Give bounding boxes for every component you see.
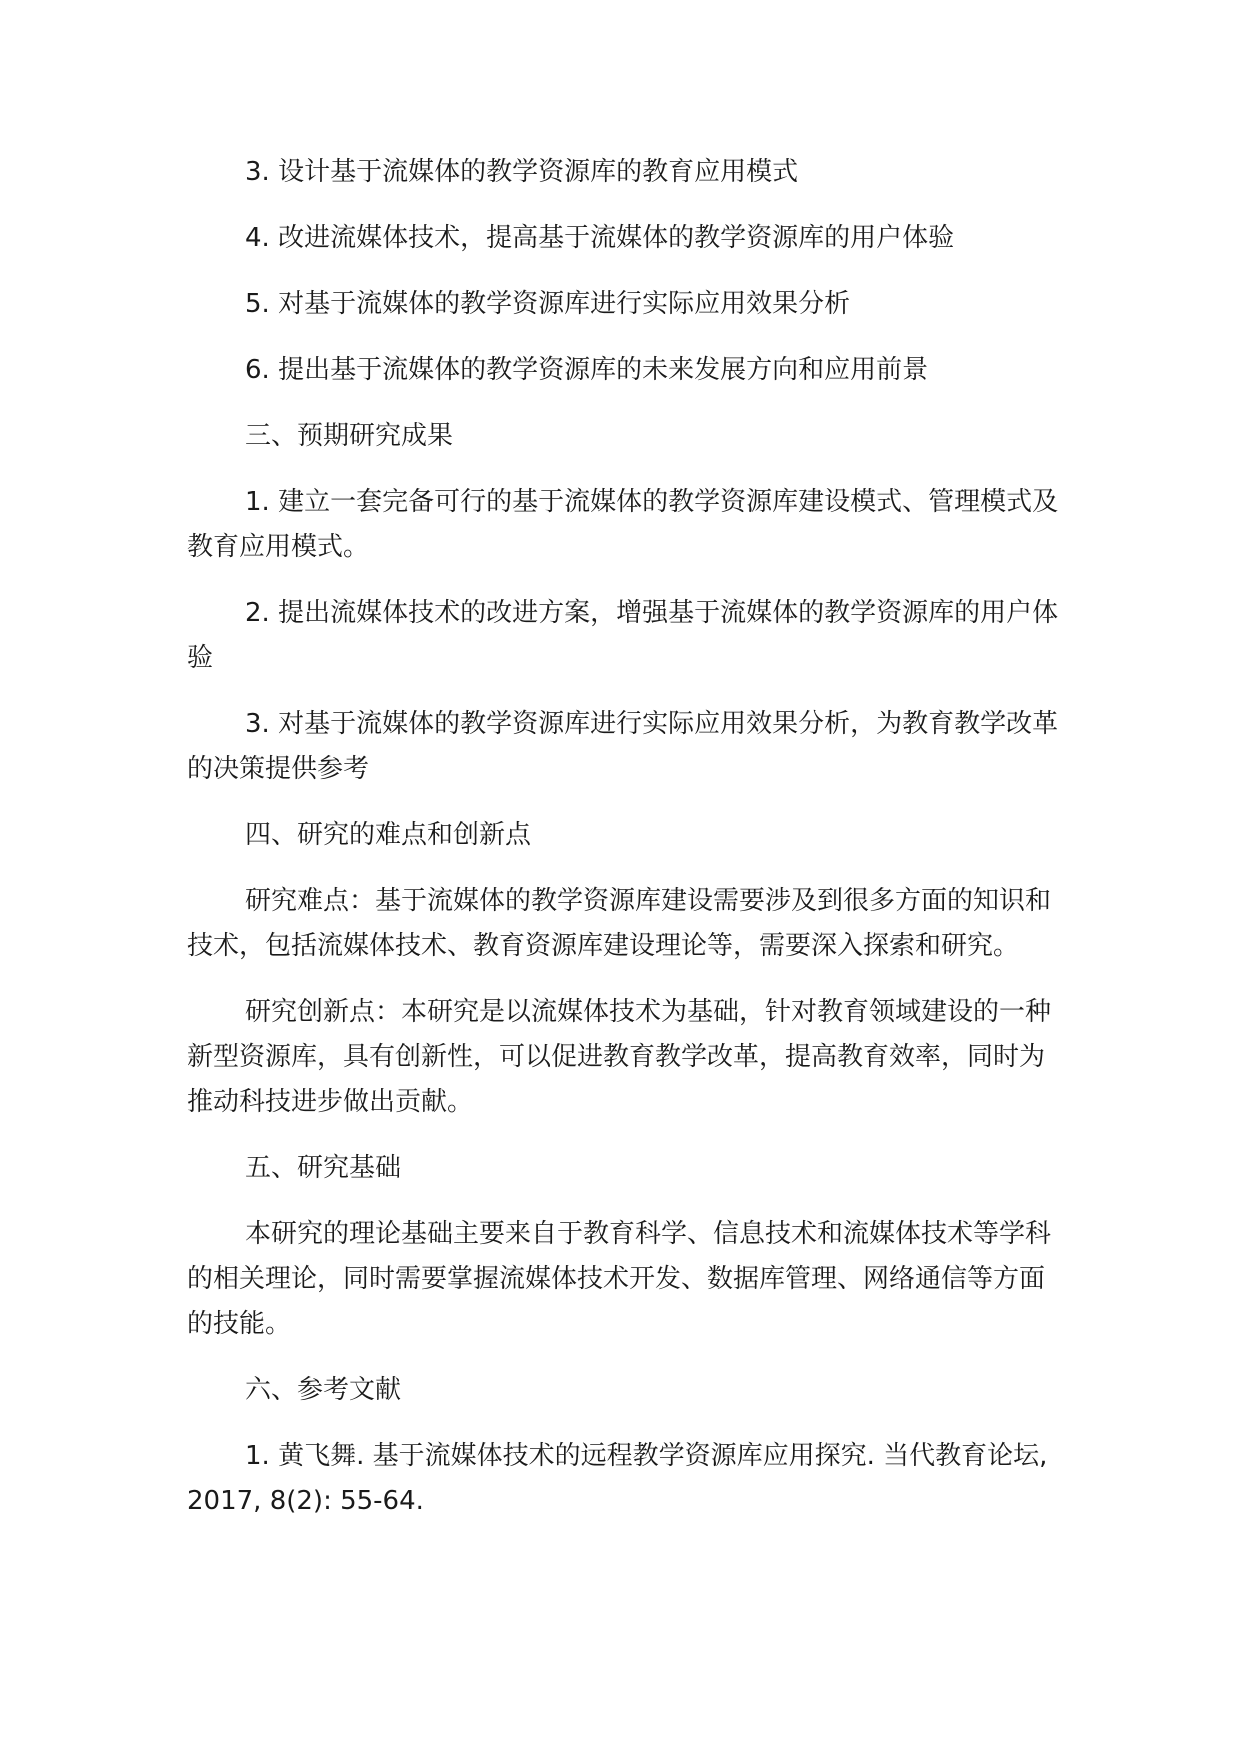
paragraph-difficulties: 研究难点：基于流媒体的教学资源库建设需要涉及到很多方面的知识和技术，包括流媒体技术、教育资源库建设理论等，需要深入探索和研究。	[187, 886, 1052, 961]
section-heading-expected-results: 三、预期研究成果	[245, 421, 454, 451]
list-item-design-application-mode: 3. 设计基于流媒体的教学资源库的教育应用模式	[245, 157, 799, 187]
list-item-future-direction: 6. 提出基于流媒体的教学资源库的未来发展方向和应用前景	[245, 355, 929, 385]
paragraph-innovations: 研究创新点：本研究是以流媒体技术为基础，针对教育领域建设的一种新型资源库，具有创新性，可以促进教育教学改革，提高教育效率，同时为推动科技进步做出贡献。	[187, 997, 1052, 1117]
section-heading-research-basis: 五、研究基础	[245, 1153, 402, 1183]
section-heading-references: 六、参考文献	[245, 1375, 402, 1405]
document-body	[187, 150, 1067, 1545]
paragraph-research-basis: 本研究的理论基础主要来自于教育科学、信息技术和流媒体技术等学科的相关理论，同时需要掌握流媒体技术开发、数据库管理、网络通信等方面的技能。	[187, 1219, 1052, 1339]
result-item-3: 3. 对基于流媒体的教学资源库进行实际应用效果分析，为教育教学改革的决策提供参考	[187, 709, 1059, 784]
result-item-1: 1. 建立一套完备可行的基于流媒体的教学资源库建设模式、管理模式及教育应用模式。	[187, 487, 1059, 562]
reference-item-1: 1. 黄飞舞. 基于流媒体技术的远程教学资源库应用探究. 当代教育论坛, 2017, 8(2): 55-64.	[187, 1441, 1048, 1516]
section-heading-difficulties-innovations: 四、研究的难点和创新点	[245, 820, 532, 850]
result-item-2: 2. 提出流媒体技术的改进方案，增强基于流媒体的教学资源库的用户体验	[187, 598, 1059, 673]
list-item-improve-streaming-tech: 4. 改进流媒体技术，提高基于流媒体的教学资源库的用户体验	[245, 223, 955, 253]
list-item-effect-analysis: 5. 对基于流媒体的教学资源库进行实际应用效果分析	[245, 289, 851, 319]
